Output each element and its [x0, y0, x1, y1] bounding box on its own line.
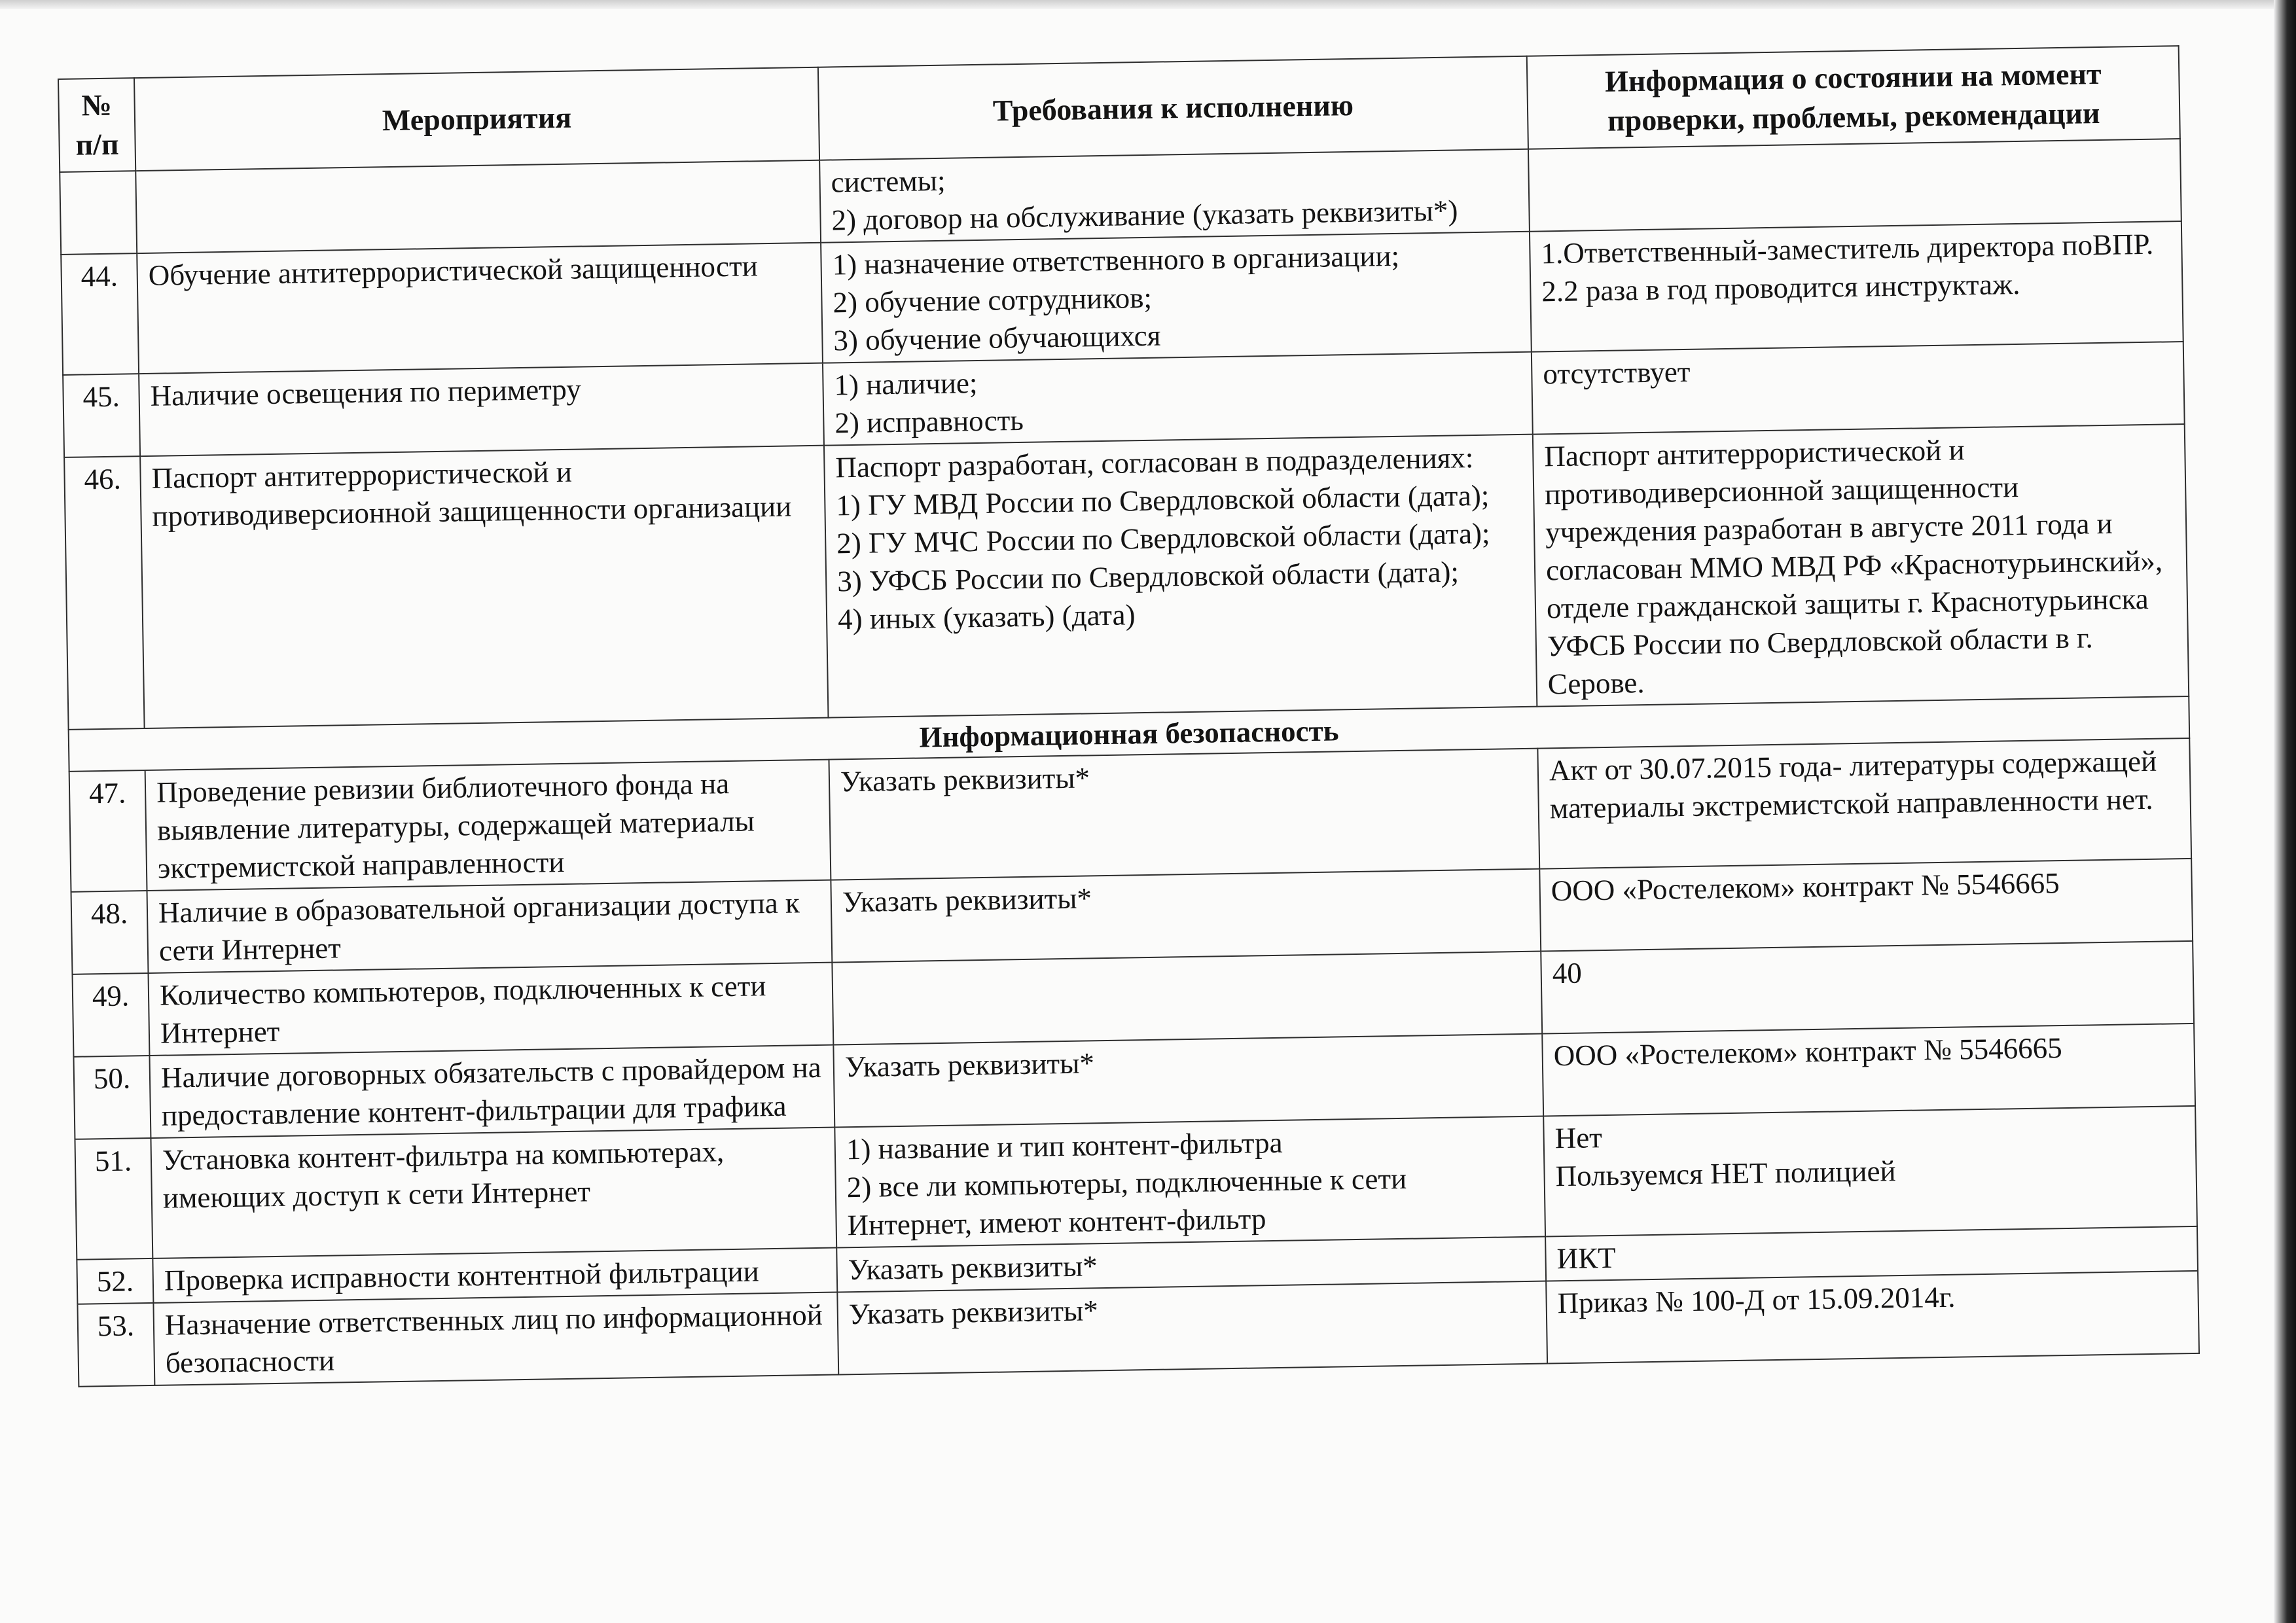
- row-num: 52.: [77, 1258, 153, 1304]
- row-activity: [135, 160, 821, 253]
- header-requirements: Требования к исполнению: [818, 56, 1528, 160]
- row-activity: Назначение ответственных лиц по информационной безопасности: [153, 1293, 838, 1385]
- row-info: ИКТ: [1545, 1226, 2198, 1281]
- row-activity: Паспорт антитеррористической и противодиверсионной защищенности организации: [140, 446, 828, 728]
- security-checklist-table: [58, 45, 2200, 1387]
- row-info: Нет Пользуемся НЕТ полицией: [1543, 1106, 2197, 1237]
- row-requirements: 1) название и тип контент-фильтра 2) все ли компьютеры, подключенные к сети Интернет, имеют контент-фильтр: [834, 1116, 1545, 1248]
- row-requirements: Указать реквизиты*: [837, 1281, 1547, 1375]
- row-info: ООО «Ростелеком» контракт № 5546665: [1539, 859, 2193, 952]
- row-activity: Установка контент-фильтра на компьютерах, имеющих доступ к сети Интернет: [151, 1128, 836, 1258]
- row-activity: Количество компьютеров, подключенных к сети Интернет: [148, 963, 833, 1056]
- row-requirements: Указать реквизиты*: [833, 1034, 1543, 1128]
- row-requirements: 1) наличие; 2) исправность: [823, 352, 1533, 446]
- row-activity: Наличие освещения по периметру: [139, 363, 824, 456]
- header-num: № п/п: [58, 78, 135, 172]
- row-requirements: [832, 952, 1542, 1045]
- row-info: ООО «Ростелеком» контракт № 5546665: [1542, 1024, 2195, 1116]
- row-num: 48.: [71, 891, 149, 974]
- row-info: отсутствует: [1532, 342, 2185, 435]
- table-row: [64, 424, 2189, 730]
- row-requirements: Указать реквизиты*: [829, 749, 1539, 880]
- scan-edge-right: [2274, 0, 2296, 1623]
- row-activity: Наличие договорных обязательств с провайдером на предоставление контент-фильтрации для трафика: [149, 1045, 834, 1138]
- row-requirements: системы; 2) договор на обслуживание (указать реквизиты*): [819, 149, 1530, 243]
- row-num: 50.: [73, 1056, 151, 1139]
- row-requirements: 1) назначение ответственного в организации; 2) обучение сотрудников; 3) обучение обучающихся: [821, 232, 1532, 363]
- section-title: Информационная безопасность: [69, 696, 2190, 772]
- row-info: 1.Ответственный-заместитель директора поВПР. 2.2 раза в год проводится инструктаж.: [1530, 221, 2183, 352]
- row-requirements: Указать реквизиты*: [831, 869, 1541, 963]
- row-activity: Наличие в образовательной организации доступа к сети Интернет: [147, 880, 833, 973]
- row-info: [1528, 139, 2181, 232]
- row-num: [60, 171, 137, 255]
- row-num: 45.: [63, 374, 140, 457]
- row-info: Приказ № 100-Д от 15.09.2014г.: [1546, 1271, 2199, 1364]
- row-num: 44.: [61, 253, 139, 375]
- scan-edge-top: [0, 0, 2296, 9]
- row-info: 40: [1541, 941, 2194, 1034]
- row-requirements: Указать реквизиты*: [836, 1237, 1546, 1293]
- row-info: Акт от 30.07.2015 года- литературы содержащей материалы экстремистской направленности нет.: [1537, 738, 2191, 869]
- row-num: 53.: [77, 1303, 154, 1387]
- header-activity: Мероприятия: [134, 67, 819, 171]
- row-activity: Проверка исправности контентной фильтрации: [152, 1248, 837, 1303]
- row-activity: Обучение антитеррористической защищенности: [137, 243, 823, 374]
- document-sheet: [58, 45, 2198, 1387]
- row-info: Паспорт антитеррористической и противодиверсионной защищенности учреждения разработан в августе 2011 года и согласован ММО МВД РФ «Краснотурьинский», отделе гражданской защиты г. Краснотурьинска УФСБ России по Свердловской области в г. Серове.: [1533, 424, 2189, 707]
- header-info: Информация о состоянии на момент проверки, проблемы, рекомендации: [1527, 46, 2180, 149]
- row-num: 47.: [69, 770, 147, 892]
- row-activity: Проведение ревизии библиотечного фонда на выявление литературы, содержащей материалы экстремистской направленности: [145, 760, 831, 891]
- row-requirements: Паспорт разработан, согласован в подразделениях: 1) ГУ МВД России по Свердловской области (дата); 2) ГУ МЧС России по Свердловской области (дата); 3) УФСБ России по Свердловской области (дата); 4) иных (указать) (дата): [824, 435, 1537, 718]
- row-num: 51.: [75, 1138, 152, 1260]
- row-num: 46.: [64, 456, 145, 730]
- row-num: 49.: [73, 973, 150, 1057]
